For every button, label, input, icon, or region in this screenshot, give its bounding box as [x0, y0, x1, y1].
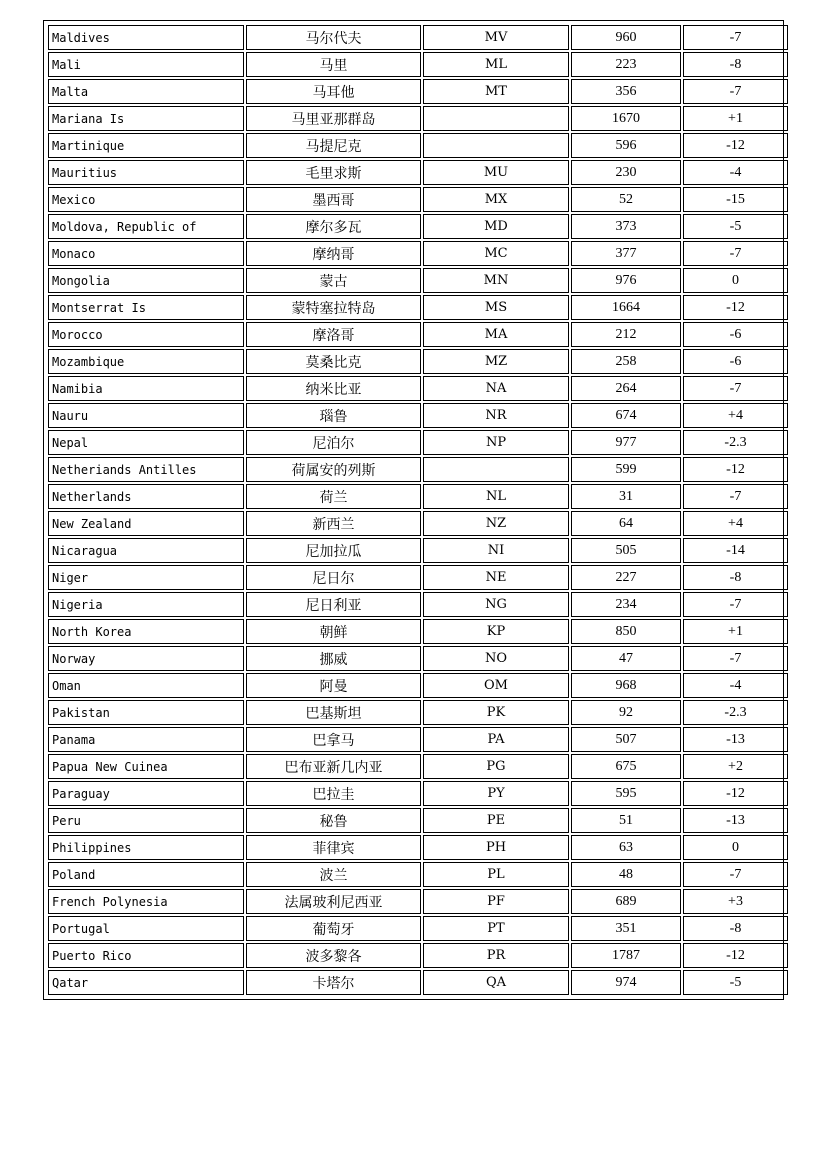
country-code-cell: PK [423, 700, 569, 725]
table-row [48, 430, 788, 455]
table-row [48, 52, 788, 77]
country-code-cell: NO [423, 646, 569, 671]
dialing-code-cell: 974 [571, 970, 681, 995]
country-code-cell: PH [423, 835, 569, 860]
country-name-cn-cell: 摩洛哥 [246, 322, 421, 347]
table-row [48, 322, 788, 347]
country-name-cn-cell: 新西兰 [246, 511, 421, 536]
country-name-cn-cell: 葡萄牙 [246, 916, 421, 941]
dialing-code-cell: 227 [571, 565, 681, 590]
time-offset-cell: +4 [683, 403, 788, 428]
country-name-cn-cell: 纳米比亚 [246, 376, 421, 401]
table-row [48, 79, 788, 104]
dialing-code-cell: 258 [571, 349, 681, 374]
country-name-en-cell: Niger [48, 565, 244, 590]
country-code-cell [423, 106, 569, 131]
country-name-en-cell: Monaco [48, 241, 244, 266]
country-code-cell [423, 133, 569, 158]
country-name-cn-cell: 马提尼克 [246, 133, 421, 158]
time-offset-cell: +4 [683, 511, 788, 536]
country-name-en-cell: Oman [48, 673, 244, 698]
time-offset-cell: -4 [683, 673, 788, 698]
dialing-code-cell: 596 [571, 133, 681, 158]
table-row [48, 241, 788, 266]
country-name-en-cell: Martinique [48, 133, 244, 158]
country-name-cn-cell: 马里亚那群岛 [246, 106, 421, 131]
country-name-en-cell: Mongolia [48, 268, 244, 293]
table-row [48, 403, 788, 428]
table-row [48, 754, 788, 779]
dialing-code-cell: 977 [571, 430, 681, 455]
time-offset-cell: -12 [683, 457, 788, 482]
country-code-cell: ML [423, 52, 569, 77]
table-row [48, 160, 788, 185]
dialing-code-cell: 960 [571, 25, 681, 50]
country-code-cell: KP [423, 619, 569, 644]
time-offset-cell: -7 [683, 592, 788, 617]
country-name-en-cell: French Polynesia [48, 889, 244, 914]
dialing-code-cell: 1670 [571, 106, 681, 131]
dialing-code-cell: 52 [571, 187, 681, 212]
country-name-en-cell: Pakistan [48, 700, 244, 725]
country-code-cell: MD [423, 214, 569, 239]
country-code-cell: NG [423, 592, 569, 617]
country-name-cn-cell: 墨西哥 [246, 187, 421, 212]
time-offset-cell: -7 [683, 79, 788, 104]
country-name-en-cell: Philippines [48, 835, 244, 860]
time-offset-cell: -8 [683, 916, 788, 941]
country-code-cell: MZ [423, 349, 569, 374]
dialing-code-cell: 675 [571, 754, 681, 779]
time-offset-cell: -12 [683, 295, 788, 320]
country-code-cell: PE [423, 808, 569, 833]
country-code-table [46, 23, 790, 997]
dialing-code-cell: 1787 [571, 943, 681, 968]
table-row [48, 484, 788, 509]
country-name-cn-cell: 荷属安的列斯 [246, 457, 421, 482]
country-name-cn-cell: 菲律宾 [246, 835, 421, 860]
country-name-en-cell: Poland [48, 862, 244, 887]
dialing-code-cell: 976 [571, 268, 681, 293]
country-code-cell: MS [423, 295, 569, 320]
table-row [48, 106, 788, 131]
dialing-code-cell: 92 [571, 700, 681, 725]
table-row [48, 673, 788, 698]
table-row [48, 592, 788, 617]
country-name-cn-cell: 蒙特塞拉特岛 [246, 295, 421, 320]
dialing-code-cell: 212 [571, 322, 681, 347]
country-code-table-frame [43, 20, 784, 1000]
dialing-code-cell: 599 [571, 457, 681, 482]
dialing-code-cell: 1664 [571, 295, 681, 320]
country-code-cell: NP [423, 430, 569, 455]
dialing-code-cell: 505 [571, 538, 681, 563]
table-row [48, 700, 788, 725]
table-row [48, 187, 788, 212]
table-row [48, 538, 788, 563]
country-code-cell: PT [423, 916, 569, 941]
country-name-en-cell: Mozambique [48, 349, 244, 374]
time-offset-cell: +3 [683, 889, 788, 914]
country-name-cn-cell: 摩纳哥 [246, 241, 421, 266]
country-name-en-cell: Maldives [48, 25, 244, 50]
country-code-cell: MU [423, 160, 569, 185]
time-offset-cell: -2.3 [683, 430, 788, 455]
country-name-cn-cell: 波兰 [246, 862, 421, 887]
table-row [48, 268, 788, 293]
country-name-en-cell: Nepal [48, 430, 244, 455]
country-name-cn-cell: 巴布亚新几内亚 [246, 754, 421, 779]
country-name-en-cell: Mariana Is [48, 106, 244, 131]
country-name-en-cell: North Korea [48, 619, 244, 644]
country-code-cell: NL [423, 484, 569, 509]
country-name-en-cell: Mauritius [48, 160, 244, 185]
country-name-cn-cell: 马耳他 [246, 79, 421, 104]
table-row [48, 511, 788, 536]
dialing-code-cell: 223 [571, 52, 681, 77]
table-row [48, 349, 788, 374]
table-row [48, 214, 788, 239]
country-name-en-cell: Mexico [48, 187, 244, 212]
country-code-cell: MC [423, 241, 569, 266]
country-name-en-cell: Malta [48, 79, 244, 104]
dialing-code-cell: 689 [571, 889, 681, 914]
country-code-cell: PF [423, 889, 569, 914]
table-row [48, 808, 788, 833]
time-offset-cell: -7 [683, 646, 788, 671]
time-offset-cell: -12 [683, 943, 788, 968]
table-row [48, 970, 788, 995]
time-offset-cell: -13 [683, 727, 788, 752]
country-name-cn-cell: 蒙古 [246, 268, 421, 293]
country-name-en-cell: Norway [48, 646, 244, 671]
country-name-cn-cell: 朝鲜 [246, 619, 421, 644]
country-name-cn-cell: 波多黎各 [246, 943, 421, 968]
country-name-cn-cell: 尼泊尔 [246, 430, 421, 455]
country-name-en-cell: New Zealand [48, 511, 244, 536]
dialing-code-cell: 264 [571, 376, 681, 401]
country-code-cell: PG [423, 754, 569, 779]
time-offset-cell: -6 [683, 322, 788, 347]
table-body [48, 25, 788, 995]
time-offset-cell: -6 [683, 349, 788, 374]
country-code-cell: NR [423, 403, 569, 428]
dialing-code-cell: 377 [571, 241, 681, 266]
country-name-en-cell: Qatar [48, 970, 244, 995]
time-offset-cell: -13 [683, 808, 788, 833]
dialing-code-cell: 31 [571, 484, 681, 509]
time-offset-cell: 0 [683, 835, 788, 860]
country-code-cell: PL [423, 862, 569, 887]
time-offset-cell: -7 [683, 241, 788, 266]
time-offset-cell: -7 [683, 25, 788, 50]
country-code-cell [423, 457, 569, 482]
time-offset-cell: +2 [683, 754, 788, 779]
country-name-cn-cell: 马里 [246, 52, 421, 77]
dialing-code-cell: 968 [571, 673, 681, 698]
time-offset-cell: -5 [683, 214, 788, 239]
time-offset-cell: -15 [683, 187, 788, 212]
country-code-cell: NI [423, 538, 569, 563]
country-name-cn-cell: 巴拉圭 [246, 781, 421, 806]
country-name-cn-cell: 瑙鲁 [246, 403, 421, 428]
time-offset-cell: -7 [683, 484, 788, 509]
country-name-en-cell: Moldova, Republic of [48, 214, 244, 239]
country-name-en-cell: Morocco [48, 322, 244, 347]
country-code-cell: MX [423, 187, 569, 212]
country-name-cn-cell: 尼日利亚 [246, 592, 421, 617]
table-row [48, 835, 788, 860]
table-row [48, 727, 788, 752]
country-code-cell: QA [423, 970, 569, 995]
table-row [48, 376, 788, 401]
table-row [48, 25, 788, 50]
time-offset-cell: -8 [683, 565, 788, 590]
country-name-cn-cell: 尼加拉瓜 [246, 538, 421, 563]
country-code-cell: PY [423, 781, 569, 806]
table-row [48, 133, 788, 158]
time-offset-cell: -14 [683, 538, 788, 563]
country-name-en-cell: Nigeria [48, 592, 244, 617]
time-offset-cell: +1 [683, 619, 788, 644]
time-offset-cell: -2.3 [683, 700, 788, 725]
country-name-en-cell: Nauru [48, 403, 244, 428]
country-code-cell: OM [423, 673, 569, 698]
country-name-en-cell: Portugal [48, 916, 244, 941]
dialing-code-cell: 595 [571, 781, 681, 806]
dialing-code-cell: 373 [571, 214, 681, 239]
country-name-en-cell: Mali [48, 52, 244, 77]
country-code-cell: MV [423, 25, 569, 50]
dialing-code-cell: 356 [571, 79, 681, 104]
country-name-en-cell: Netheriands Antilles [48, 457, 244, 482]
dialing-code-cell: 850 [571, 619, 681, 644]
country-name-en-cell: Montserrat Is [48, 295, 244, 320]
table-row [48, 943, 788, 968]
time-offset-cell: -12 [683, 133, 788, 158]
time-offset-cell: +1 [683, 106, 788, 131]
dialing-code-cell: 230 [571, 160, 681, 185]
country-name-cn-cell: 秘鲁 [246, 808, 421, 833]
country-name-cn-cell: 尼日尔 [246, 565, 421, 590]
country-name-cn-cell: 卡塔尔 [246, 970, 421, 995]
table-row [48, 916, 788, 941]
country-code-cell: NZ [423, 511, 569, 536]
country-name-cn-cell: 阿曼 [246, 673, 421, 698]
country-code-cell: PR [423, 943, 569, 968]
dialing-code-cell: 234 [571, 592, 681, 617]
country-code-cell: MT [423, 79, 569, 104]
table-row [48, 781, 788, 806]
time-offset-cell: -4 [683, 160, 788, 185]
country-name-cn-cell: 巴基斯坦 [246, 700, 421, 725]
country-name-cn-cell: 马尔代夫 [246, 25, 421, 50]
dialing-code-cell: 51 [571, 808, 681, 833]
country-name-en-cell: Namibia [48, 376, 244, 401]
table-row [48, 457, 788, 482]
time-offset-cell: -12 [683, 781, 788, 806]
country-code-cell: NE [423, 565, 569, 590]
country-name-cn-cell: 挪威 [246, 646, 421, 671]
time-offset-cell: -5 [683, 970, 788, 995]
time-offset-cell: -7 [683, 862, 788, 887]
dialing-code-cell: 674 [571, 403, 681, 428]
time-offset-cell: -8 [683, 52, 788, 77]
country-code-cell: PA [423, 727, 569, 752]
table-row [48, 565, 788, 590]
country-name-en-cell: Paraguay [48, 781, 244, 806]
country-name-en-cell: Panama [48, 727, 244, 752]
dialing-code-cell: 47 [571, 646, 681, 671]
dialing-code-cell: 63 [571, 835, 681, 860]
country-name-en-cell: Netherlands [48, 484, 244, 509]
dialing-code-cell: 507 [571, 727, 681, 752]
country-name-cn-cell: 巴拿马 [246, 727, 421, 752]
country-code-cell: MA [423, 322, 569, 347]
table-row [48, 646, 788, 671]
time-offset-cell: -7 [683, 376, 788, 401]
country-code-cell: NA [423, 376, 569, 401]
country-name-cn-cell: 荷兰 [246, 484, 421, 509]
country-name-en-cell: Nicaragua [48, 538, 244, 563]
country-name-en-cell: Papua New Cuinea [48, 754, 244, 779]
dialing-code-cell: 48 [571, 862, 681, 887]
table-row [48, 619, 788, 644]
dialing-code-cell: 64 [571, 511, 681, 536]
country-name-en-cell: Puerto Rico [48, 943, 244, 968]
dialing-code-cell: 351 [571, 916, 681, 941]
time-offset-cell: 0 [683, 268, 788, 293]
country-name-en-cell: Peru [48, 808, 244, 833]
table-row [48, 295, 788, 320]
country-code-cell: MN [423, 268, 569, 293]
country-name-cn-cell: 摩尔多瓦 [246, 214, 421, 239]
country-name-cn-cell: 莫桑比克 [246, 349, 421, 374]
country-name-cn-cell: 毛里求斯 [246, 160, 421, 185]
country-name-cn-cell: 法属玻利尼西亚 [246, 889, 421, 914]
table-row [48, 889, 788, 914]
table-row [48, 862, 788, 887]
